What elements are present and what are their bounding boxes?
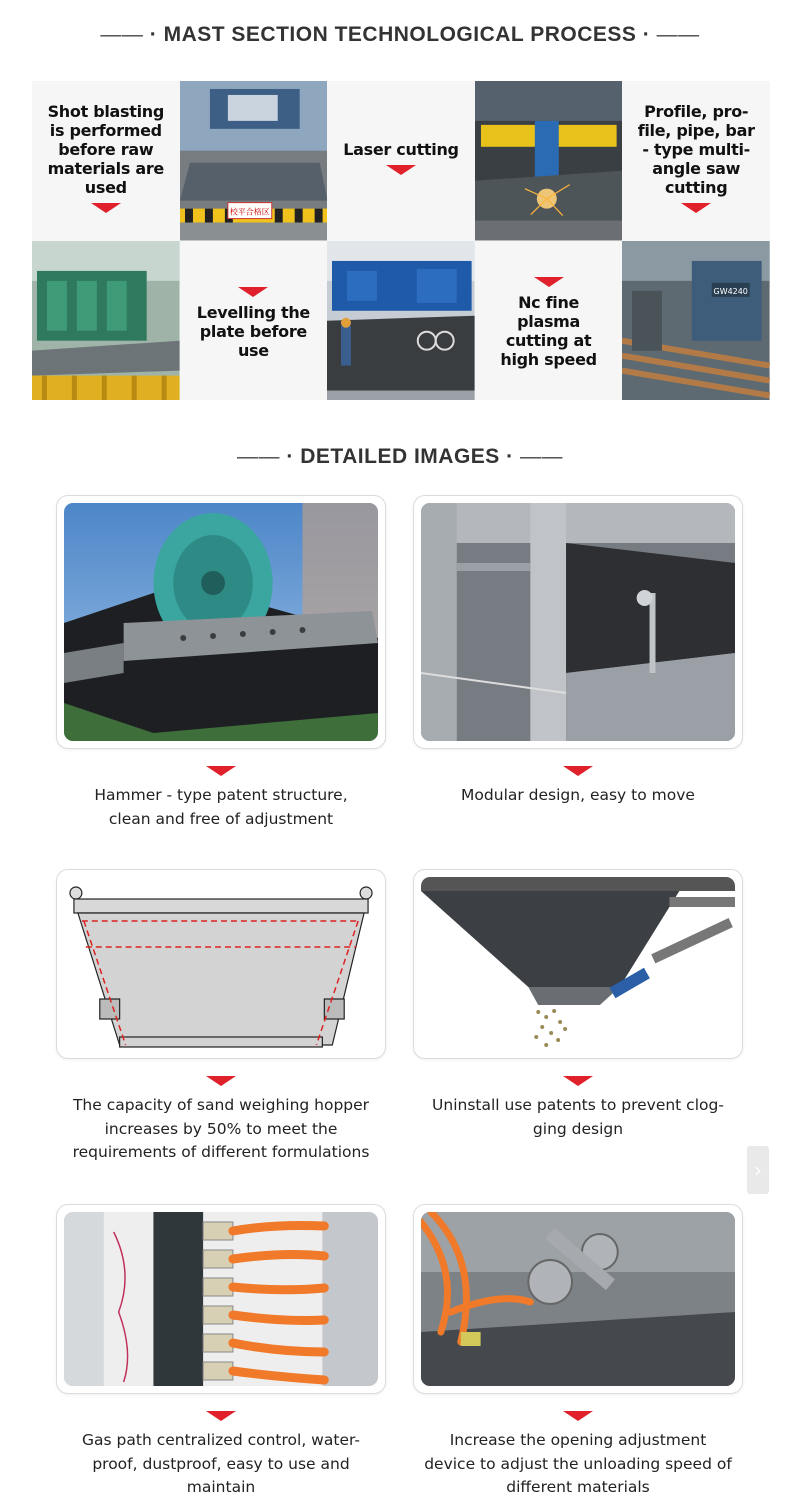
chevron-right-icon[interactable]: › [747, 1146, 769, 1194]
process-grid [32, 81, 770, 400]
opening-adjustment-image [421, 1212, 735, 1386]
down-arrow-icon [534, 277, 564, 287]
shot-blasting-photo [180, 81, 328, 241]
caption-gas-path: Gas path centralized control, water-proof, dustproof, easy to use and maintain [56, 1411, 386, 1500]
down-arrow-icon [206, 1076, 236, 1086]
sign-text: 校平合格区 [229, 207, 270, 217]
caption-unloading: Uninstall use patents to prevent clog-ging design [413, 1076, 743, 1141]
gas-path-image [64, 1212, 378, 1386]
process-step-levelling: Levelling the plate before use [180, 241, 328, 401]
hammer-structure-image [64, 503, 378, 741]
down-arrow-icon [563, 766, 593, 776]
caption-hammer: Hammer - type patent structure, clean and free of adjustment [56, 766, 386, 831]
detail-card-hopper[interactable] [56, 869, 386, 1059]
detail-card-unloading[interactable] [413, 869, 743, 1059]
detail-section-title: —— · DETAILED IMAGES · —— [237, 445, 563, 468]
detail-card-gas-path[interactable] [56, 1204, 386, 1394]
process-step-laser-cutting: Laser cutting [327, 81, 475, 241]
down-arrow-icon [206, 766, 236, 776]
process-step-shot-blasting: Shot blasting is performed before raw materials are used [32, 81, 180, 241]
process-step-saw-cutting: Profile, pro-file, pipe, bar - type multi-angle saw cutting [622, 81, 770, 241]
down-arrow-icon [91, 203, 121, 213]
caption-modular: Modular design, easy to move [413, 766, 743, 808]
detail-card-opening[interactable] [413, 1204, 743, 1394]
saw-cutting-photo [622, 241, 770, 401]
down-arrow-icon [206, 1411, 236, 1421]
plasma-cutting-photo [327, 241, 475, 401]
detail-card-modular[interactable] [413, 495, 743, 749]
unloading-patent-image [421, 877, 735, 1051]
down-arrow-icon [563, 1076, 593, 1086]
caption-opening: Increase the opening adjustment device to adjust the unloading speed of different materials [413, 1411, 743, 1500]
modular-design-image [421, 503, 735, 741]
levelling-machine-photo [32, 241, 180, 401]
laser-cutting-photo [475, 81, 623, 241]
sand-hopper-image [64, 877, 378, 1051]
detail-card-hammer[interactable] [56, 495, 386, 749]
down-arrow-icon [386, 165, 416, 175]
down-arrow-icon [238, 287, 268, 297]
down-arrow-icon [563, 1411, 593, 1421]
process-step-plasma-cutting: Nc fine plasma cutting at high speed [475, 241, 623, 401]
machine-label: GW4240 [713, 286, 749, 296]
process-section-title: —— · MAST SECTION TECHNOLOGICAL PROCESS · —— [100, 23, 700, 46]
caption-hopper: The capacity of sand weighing hopper increases by 50% to meet the requirements of different formulations [56, 1076, 386, 1165]
down-arrow-icon [681, 203, 711, 213]
